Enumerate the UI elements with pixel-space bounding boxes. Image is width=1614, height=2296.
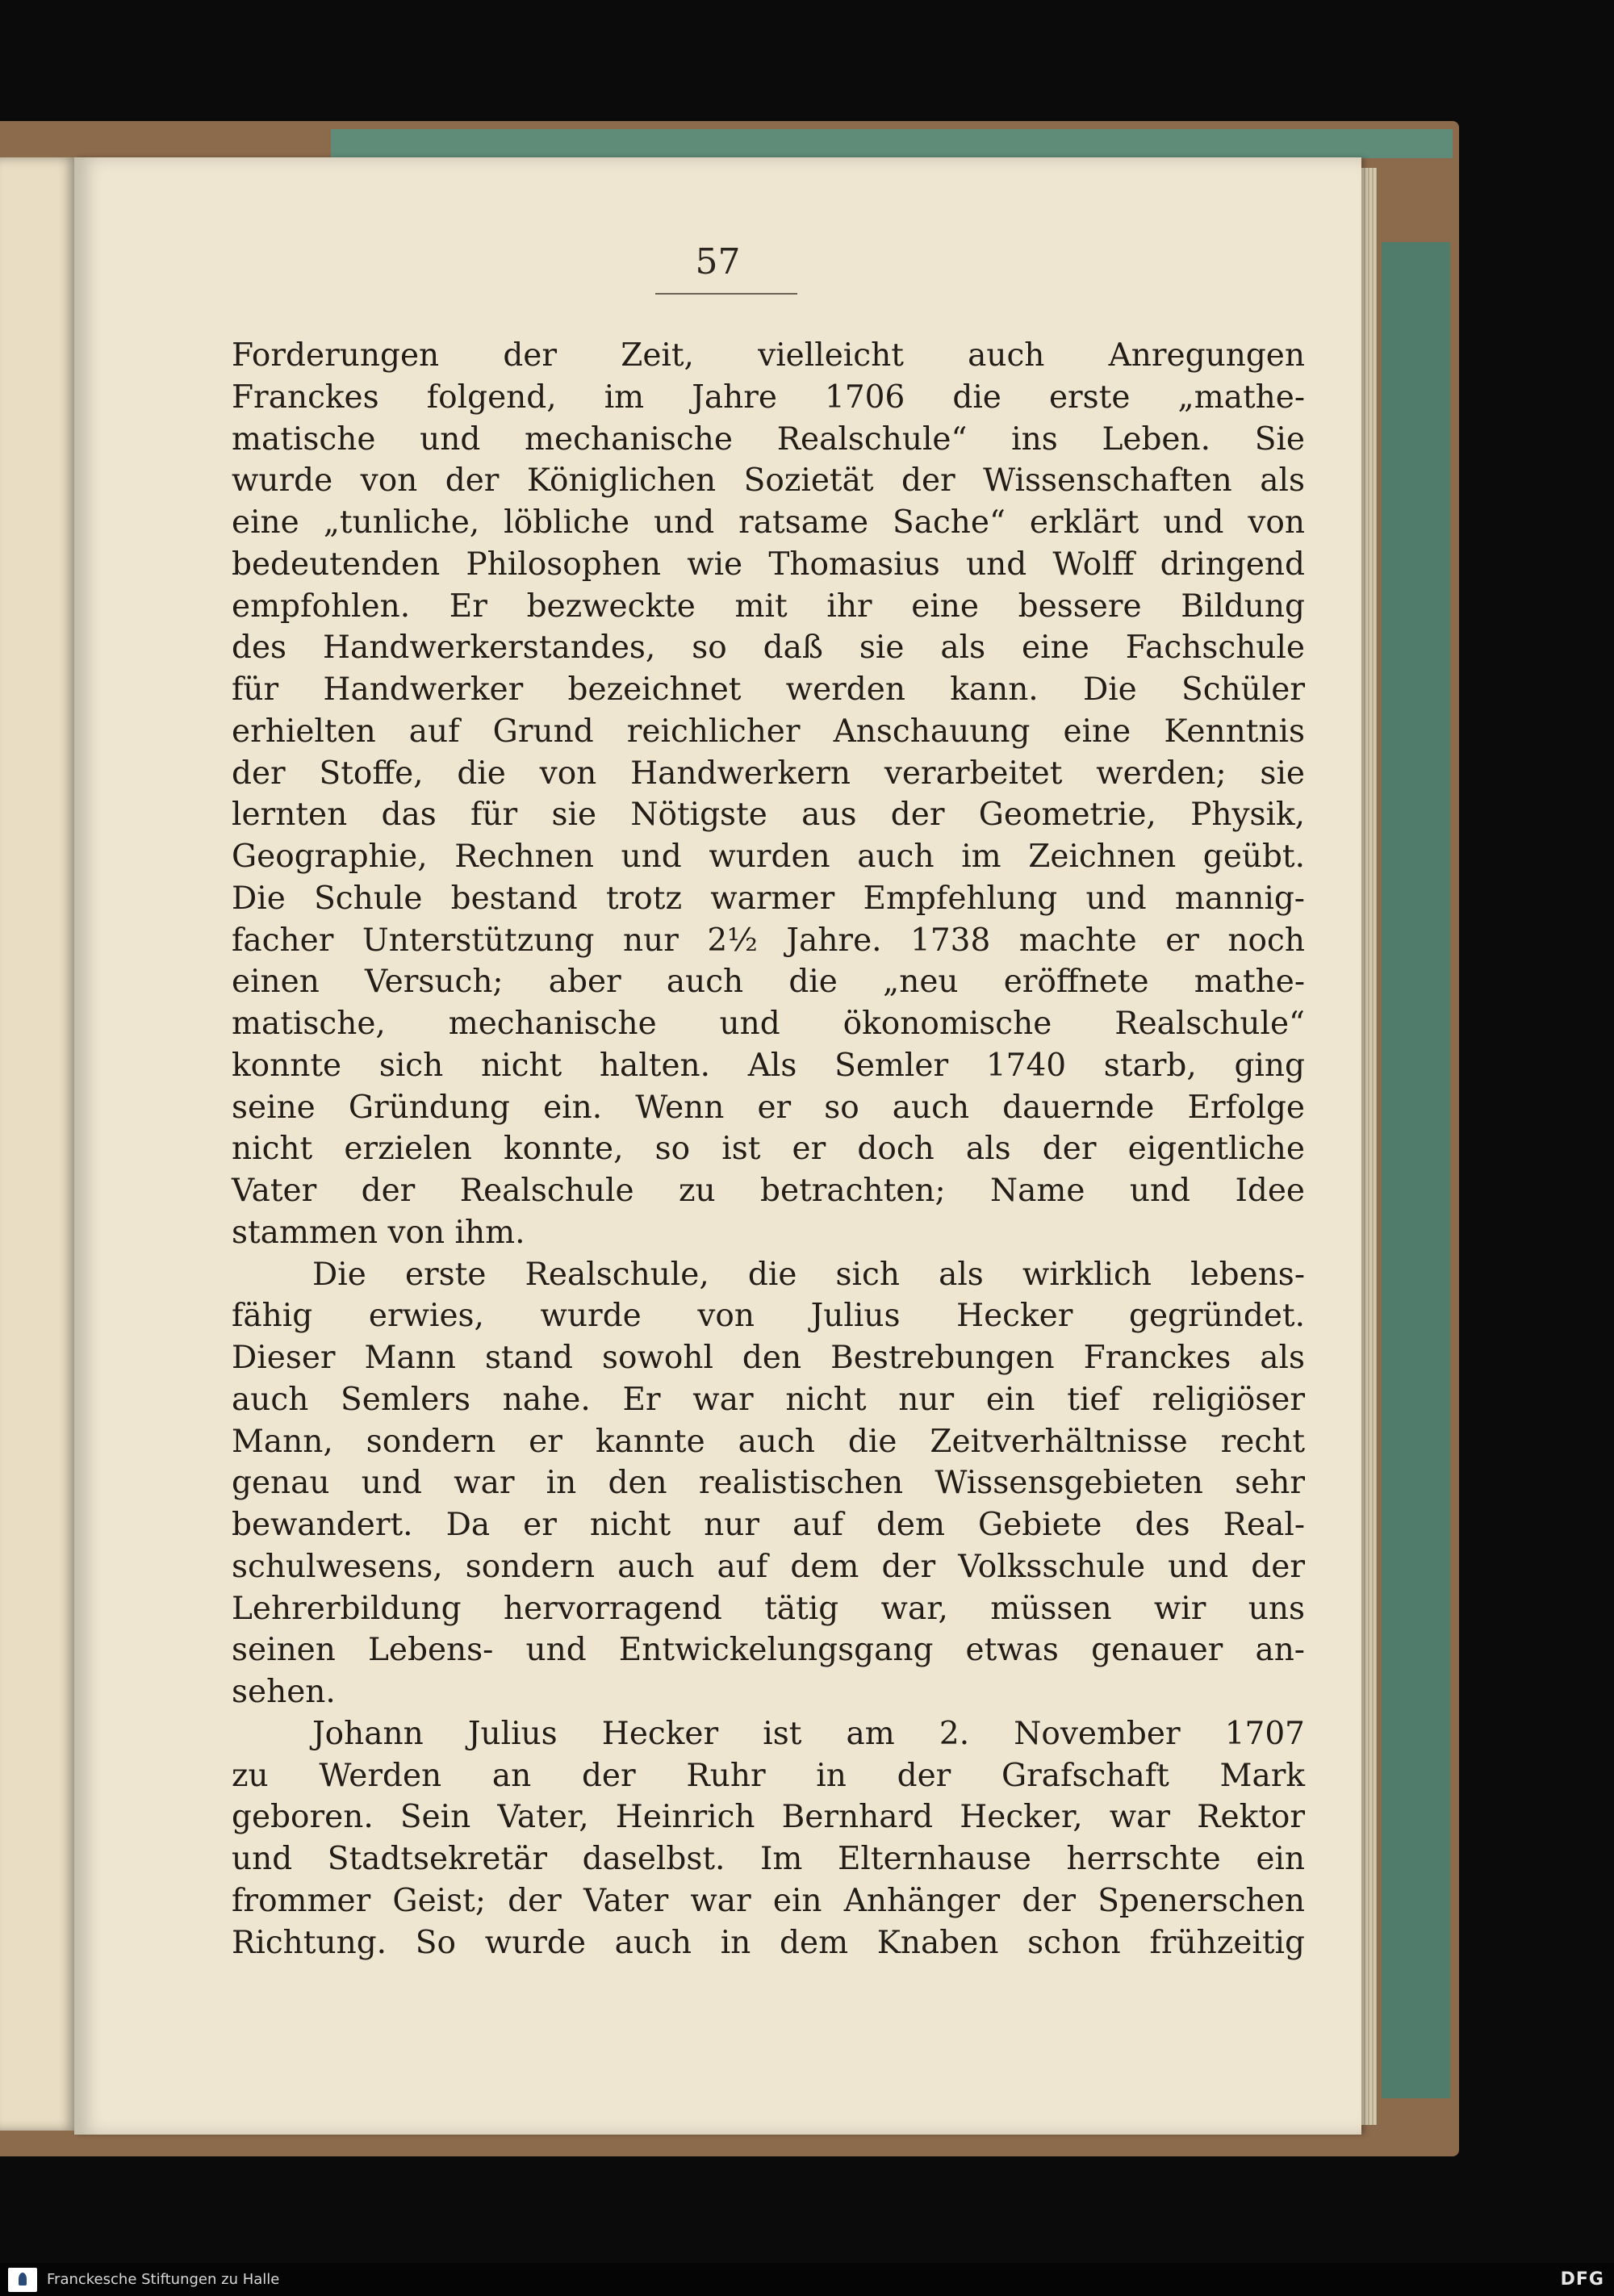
- text-line: Lehrerbildung hervorragend tätig war, müssen wir uns: [232, 1590, 1305, 1627]
- text-line: Vater der Realschule zu betrachten; Name und Idee: [232, 1173, 1305, 1209]
- text-line: fähig erwies, wurde von Julius Hecker gegründet.: [232, 1298, 1305, 1335]
- text-line: konnte sich nicht halten. Als Semler 1740 starb, ging: [232, 1047, 1305, 1084]
- text-line: nicht erzielen konnte, so ist er doch als der eigentliche: [232, 1131, 1305, 1168]
- text-line: für Handwerker bezeichnet werden kann. Die Schüler: [232, 671, 1305, 708]
- text-line: bewandert. Da er nicht nur auf dem Gebiete des Real-: [232, 1507, 1305, 1543]
- text-line: lernten das für sie Nötigste aus der Geometrie, Physik,: [232, 797, 1305, 834]
- text-line: der Stoffe, die von Handwerkern verarbeitet werden; sie: [232, 755, 1305, 792]
- text-line: schulwesens, sondern auch auf dem der Volksschule und der: [232, 1548, 1305, 1585]
- page-number-rule: [655, 293, 797, 295]
- dfg-logo: DFG: [1560, 2269, 1604, 2290]
- text-line: seine Gründung ein. Wenn er so auch dauernde Erfolge: [232, 1089, 1305, 1126]
- text-line: Die erste Realschule, die sich als wirklich lebens-: [312, 1256, 1305, 1293]
- text-line: Mann, sondern er kannte auch die Zeitverhältnisse recht: [232, 1423, 1305, 1460]
- text-line: Forderungen der Zeit, vielleicht auch Anregungen: [232, 337, 1305, 374]
- text-line: seinen Lebens- und Entwickelungsgang etwas genauer an-: [232, 1632, 1305, 1669]
- text-line: auch Semlers nahe. Er war nicht nur ein tief religiöser: [232, 1381, 1305, 1418]
- text-line: stammen von ihm.: [232, 1214, 525, 1251]
- text-line: eine „tunliche, löbliche und ratsame Sache“ erklärt und von: [232, 504, 1305, 541]
- text-line: empfohlen. Er bezweckte mit ihr eine bessere Bildung: [232, 588, 1305, 625]
- text-line: wurde von der Königlichen Sozietät der Wissenschaften als: [232, 462, 1305, 500]
- text-line: Franckes folgend, im Jahre 1706 die erste „mathe-: [232, 378, 1305, 416]
- institution-name: Franckesche Stiftungen zu Halle: [47, 2271, 280, 2288]
- page-text-block: [232, 335, 1305, 1964]
- viewer-footer: [0, 2263, 1614, 2296]
- text-line: bedeutenden Philosophen wie Thomasius und Wolff dringend: [232, 546, 1305, 583]
- cover-cloth-top: [331, 129, 1453, 158]
- text-line: matische und mechanische Realschule“ ins Leben. Sie: [232, 420, 1305, 458]
- text-line: Richtung. So wurde auch in dem Knaben schon frühzeitig: [232, 1924, 1305, 1961]
- page-number: 57: [695, 241, 741, 282]
- text-line: Geographie, Rechnen und wurden auch im Zeichnen geübt.: [232, 839, 1305, 875]
- text-line: genau und war in den realistischen Wissensgebieten sehr: [232, 1465, 1305, 1502]
- text-line: zu Werden an der Ruhr in der Grafschaft Mark: [232, 1757, 1305, 1794]
- text-line: Dieser Mann stand sowohl den Bestrebungen Franckes als: [232, 1340, 1305, 1376]
- text-line: geboren. Sein Vater, Heinrich Bernhard Hecker, war Rektor: [232, 1799, 1305, 1836]
- text-line: und Stadtsekretär daselbst. Im Elternhause herrschte ein: [232, 1841, 1305, 1877]
- text-line: matische, mechanische und ökonomische Realschule“: [232, 1006, 1305, 1042]
- text-line: erhielten auf Grund reichlicher Anschauung eine Kenntnis: [232, 713, 1305, 750]
- text-line: Johann Julius Hecker ist am 2. November 1707: [312, 1715, 1305, 1752]
- text-line: des Handwerkerstandes, so daß sie als eine Fachschule: [232, 629, 1305, 667]
- text-line: frommer Geist; der Vater war ein Anhänger der Spenerschen: [232, 1882, 1305, 1919]
- text-line: sehen.: [232, 1674, 336, 1710]
- book-page: [74, 157, 1361, 2135]
- text-line: Die Schule bestand trotz warmer Empfehlung und mannig-: [232, 880, 1305, 917]
- cover-cloth-right: [1382, 242, 1450, 2098]
- institution-logo-icon: [8, 2268, 37, 2292]
- text-line: einen Versuch; aber auch die „neu eröffnete mathe-: [232, 964, 1305, 1001]
- text-line: facher Unterstützung nur 2½ Jahre. 1738 machte er noch: [232, 922, 1305, 959]
- left-page-edge: [0, 157, 77, 2131]
